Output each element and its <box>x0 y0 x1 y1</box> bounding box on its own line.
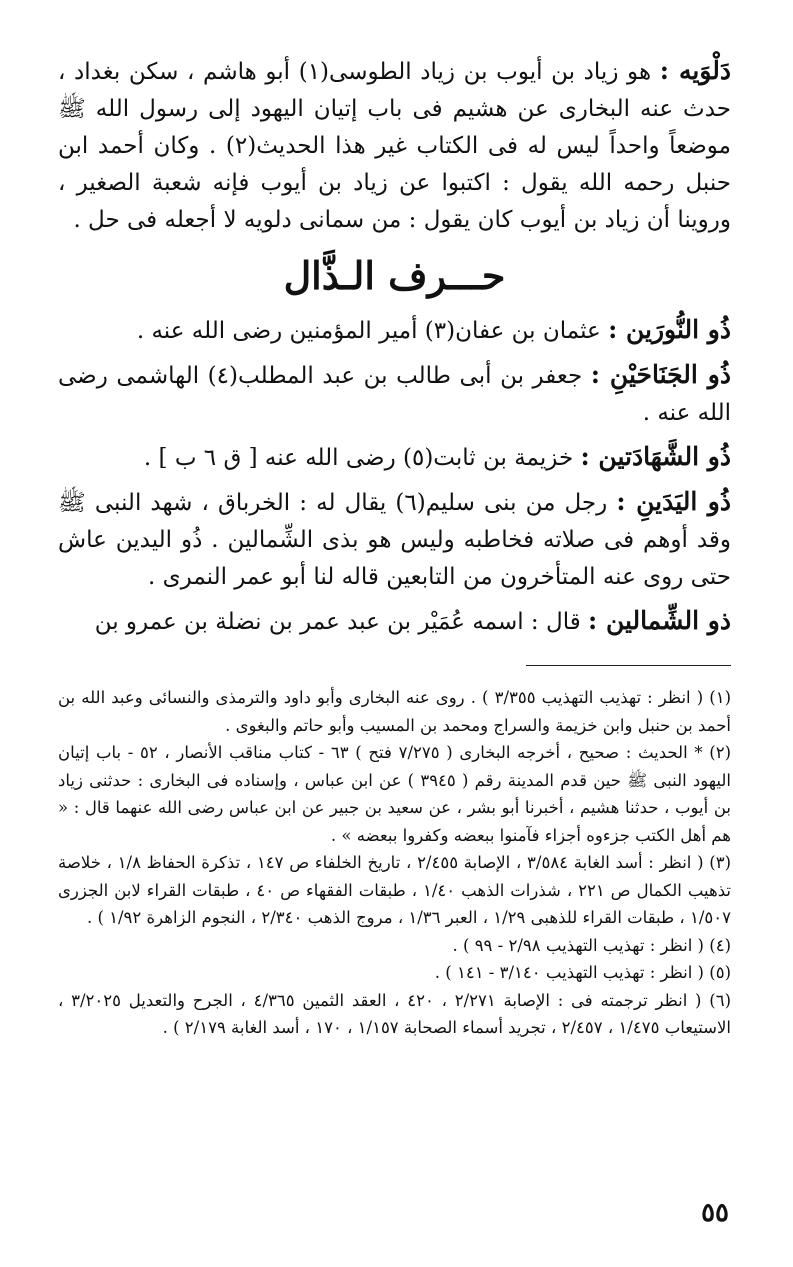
entry-term: ذو الشِّمالين : <box>588 606 731 635</box>
entry-body: هو زياد بن أيوب بن زياد الطوسى(١) أبو هاشم ، سكن بغداد ، حدث عنه البخارى عن هشيم فى باب إتيان اليهود إلى رسول الله ﷺ موضعاً واحداً ليس له فى الكتاب غير هذا الحديث(٢) . وكان أحمد ابن حنبل رحمه الله يقول : اكتبوا عن زياد بن أيوب فإنه شعبة الصغير ، وروينا أن زياد بن أيوب كان يقول : من سمانى دلويه لا أجعله فى حل . <box>58 59 731 233</box>
section-heading: حـــرف الـذَّال <box>283 253 506 298</box>
entry-term: ذُو الشَّهَادَتين : <box>580 442 731 471</box>
entry-body: خزيمة بن ثابت(٥) رضى الله عنه [ ق ٦ ب ] . <box>143 445 574 471</box>
entry-dhu-al-shimalayn <box>58 602 731 641</box>
page-number: ٥٥ <box>701 1198 729 1228</box>
entry-body: جعفر بن أبى طالب بن عبد المطلب(٤) الهاشمى رضى الله عنه . <box>58 363 731 426</box>
entry-term: ذُو اليَدَينِ : <box>616 487 732 516</box>
entry-body: قال : اسمه عُمَيْر بن عبد عمر بن نضلة بن عمرو بن <box>94 609 581 635</box>
entry-dhu-al-shahadatayn <box>58 438 731 477</box>
entry-term: دَلْوَيه : <box>659 56 731 85</box>
entry-dhu-al-nurayn <box>58 311 731 350</box>
entry-dalwayh <box>58 52 731 239</box>
footnote-5: (٥) ( انظر : تهذيب التهذيب ٣/١٤٠ - ١٤١ ) . <box>434 963 731 982</box>
entry-body: رجل من بنى سليم(٦) يقال له : الخرباق ، شهد النبى ﷺ وقد أوهم فى صلاته فخاطبه وليس هو بذى الشِّمالين . ذُو اليدين عاش حتى روى عنه المتأخرون من التابعين قاله لنا أبو عمر النمرى . <box>58 490 731 590</box>
footnote-4: (٤) ( انظر : تهذيب التهذيب ٢/٩٨ - ٩٩ ) . <box>452 935 731 955</box>
footnote-3: (٣) ( انظر : أسد الغابة ٣/٥٨٤ ، الإصابة ٢/٤٥٥ ، تاريخ الخلفاء ص ١٤٧ ، تذكرة الحفاظ ١/٨ ، خلاصة تذهيب الكمال ص ٢٢١ ، شذرات الذهب ١/٤٠ ، طبقات الفقهاء ص ٤٠ ، طبقات القراء لابن الجزرى ١/٥٠٧ ، طبقات القراء للذهبى ١/٢٩ ، العبر ١/٣٦ ، مروج الذهب ٢/٣٤٠ ، النجوم الزاهرة ١/٩٢ ) . <box>58 853 732 927</box>
entry-term: ذُو النُّورَين : <box>608 315 731 344</box>
entry-dhu-al-janahayn <box>58 356 731 432</box>
main-text <box>58 52 731 641</box>
entry-term: ذُو الجَنَاحَيْنِ : <box>590 360 731 389</box>
footnote-2: (٢) * الحديث : صحيح ، أخرجه البخارى ( ٧/٢٧٥ فتح ) ٦٣ - كتاب مناقب الأنصار ، ٥٢ - باب إتيان اليهود النبى ﷺ حين قدم المدينة رقم ( ٣٩٤٥ ) عن ابن عباس ، وإسناده فى البخارى : حدثنى زياد بن أيوب ، حدثنا هشيم ، أخبرنا أبو بشر ، عن سعيد بن جبير عن ابن عباس رضى الله عنهما قال : « هم أهل الكتب جزءوه أجزاء فآمنوا ببعضه وكفروا ببعضه » . <box>58 743 731 845</box>
footnote-1: (١) ( انظر : تهذيب التهذيب ٣/٣٥٥ ) . روى عنه البخارى وأبو داود والترمذى والنسائى وعبد الله بن أحمد بن حنبل وابن خزيمة والسراج ومحمد بن المسيب وأبو حاتم والبغوى . <box>58 688 731 735</box>
footnote-divider <box>526 665 731 666</box>
entry-body: عثمان بن عفان(٣) أمير المؤمنين رضى الله عنه . <box>136 318 601 344</box>
footnote-6: (٦) ( انظر ترجمته فى : الإصابة ٢/٢٧١ ، ٤٢٠ ، العقد الثمين ٤/٣٦٥ ، الجرح والتعديل ٣/٢٠٢٥ ، الاستيعاب ١/٤٧٥ ، ٢/٤٥٧ ، تجريد أسماء الصحابة ١/١٥٧ ، ١٧٠ ، أسد الغابة ٢/١٧٩ ) . <box>58 990 731 1037</box>
entry-dhu-al-yadayn <box>58 483 731 596</box>
footnotes <box>58 684 731 1042</box>
